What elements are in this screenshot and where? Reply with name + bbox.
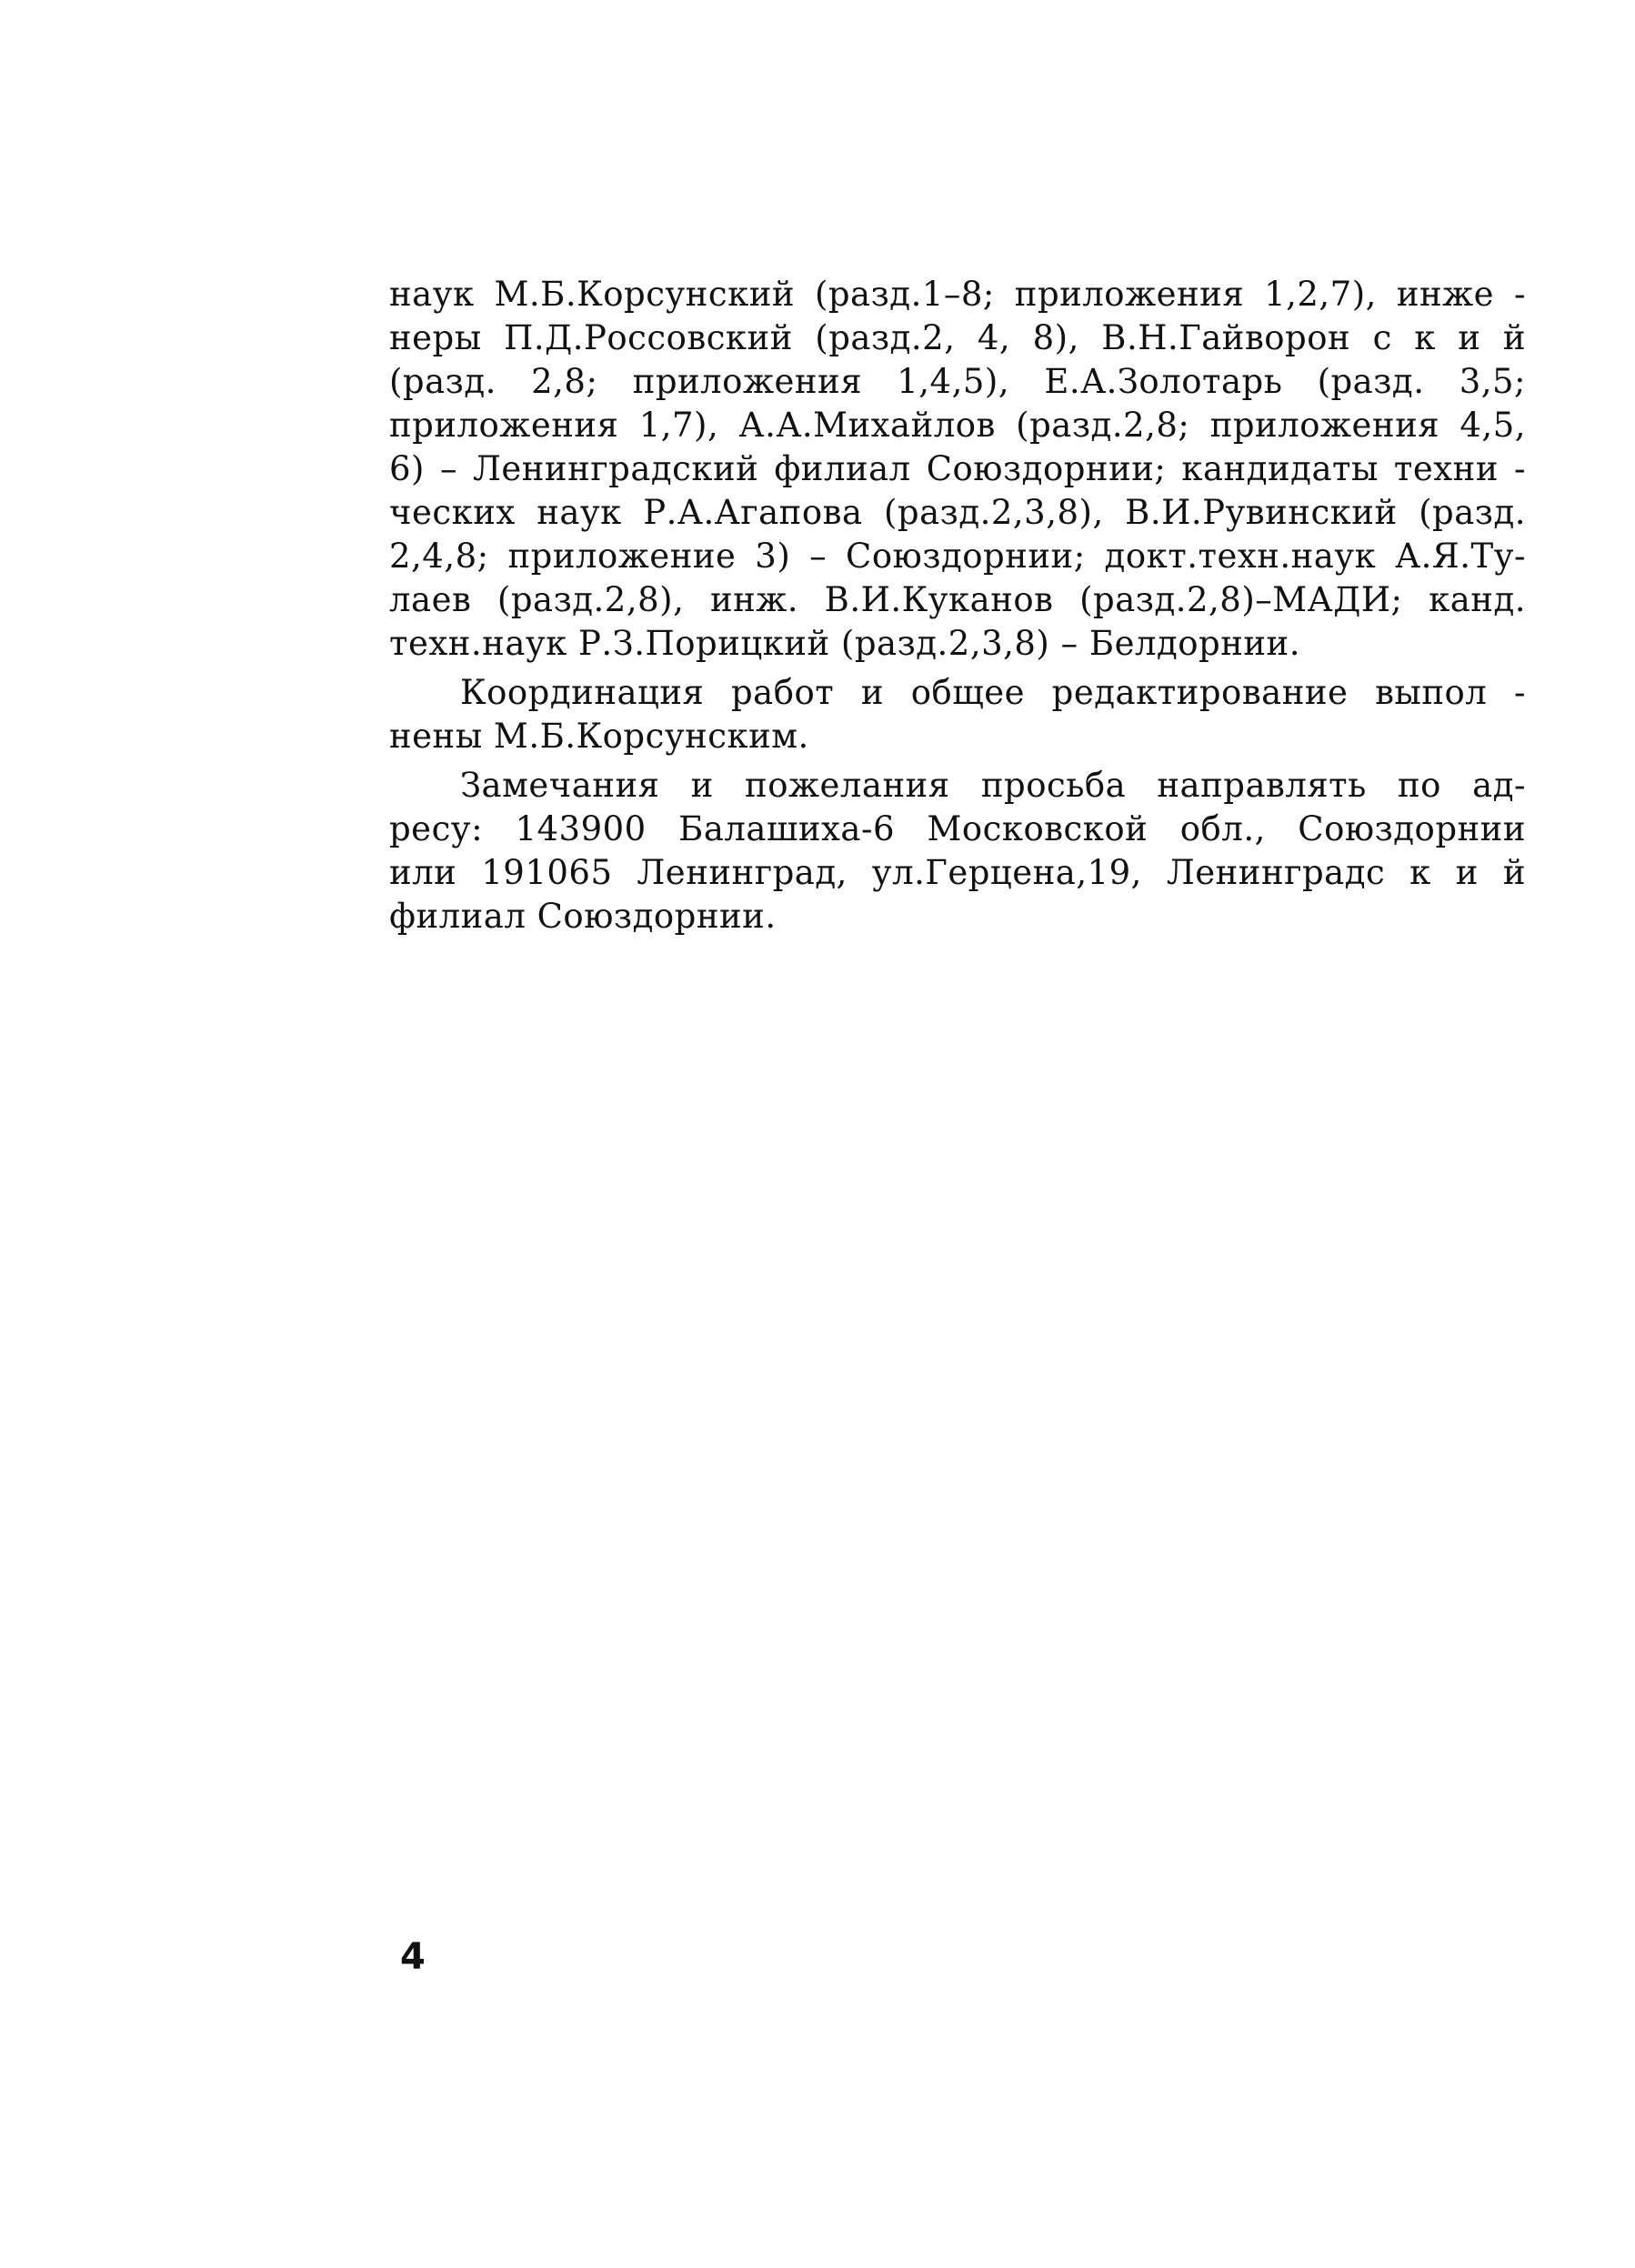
page-number: 4 [400, 1936, 426, 1978]
authors-paragraph [389, 273, 1526, 666]
text-line: нены М.Б.Корсунским. [389, 717, 809, 756]
body-text [389, 273, 1526, 938]
text-line: техн.наук Р.З.Порицкий (разд.2,3,8) – Белдорнии. [389, 624, 1300, 663]
text-line: наук М.Б.Корсунский (разд.1–8; приложения 1,2,7), инже - [389, 275, 1526, 314]
text-line: или 191065 Ленинград, ул.Герцена,19, Ленинградс к и й [389, 853, 1526, 892]
text-line: (разд. 2,8; приложения 1,4,5), Е.А.Золотарь (разд. 3,5; [389, 362, 1526, 401]
text-line: неры П.Д.Россовский (разд.2, 4, 8), В.Н.Гайворон с к и й [389, 318, 1526, 357]
text-line: Замечания и пожелания просьба направлять по ад- [460, 766, 1526, 805]
feedback-paragraph [389, 764, 1526, 938]
text-line: 2,4,8; приложение 3) – Союздорнии; докт.техн.наук А.Я.Ту- [389, 537, 1526, 576]
coordination-paragraph [389, 671, 1526, 758]
text-line: 6) – Ленинградский филиал Союздорнии; кандидаты техни - [389, 449, 1526, 488]
text-line: приложения 1,7), А.А.Михайлов (разд.2,8; приложения 4,5, [389, 406, 1526, 445]
text-line: ресу: 143900 Балашиха-6 Московской обл., Союздорнии [389, 809, 1526, 848]
text-line: Координация работ и общее редактирование выпол - [460, 673, 1526, 712]
text-line: филиал Союздорнии. [389, 897, 777, 936]
text-line: лаев (разд.2,8), инж. В.И.Куканов (разд.2,8)–МАДИ; канд. [389, 580, 1526, 619]
text-line: ческих наук Р.А.Агапова (разд.2,3,8), В.И.Рувинский (разд. [389, 493, 1526, 532]
